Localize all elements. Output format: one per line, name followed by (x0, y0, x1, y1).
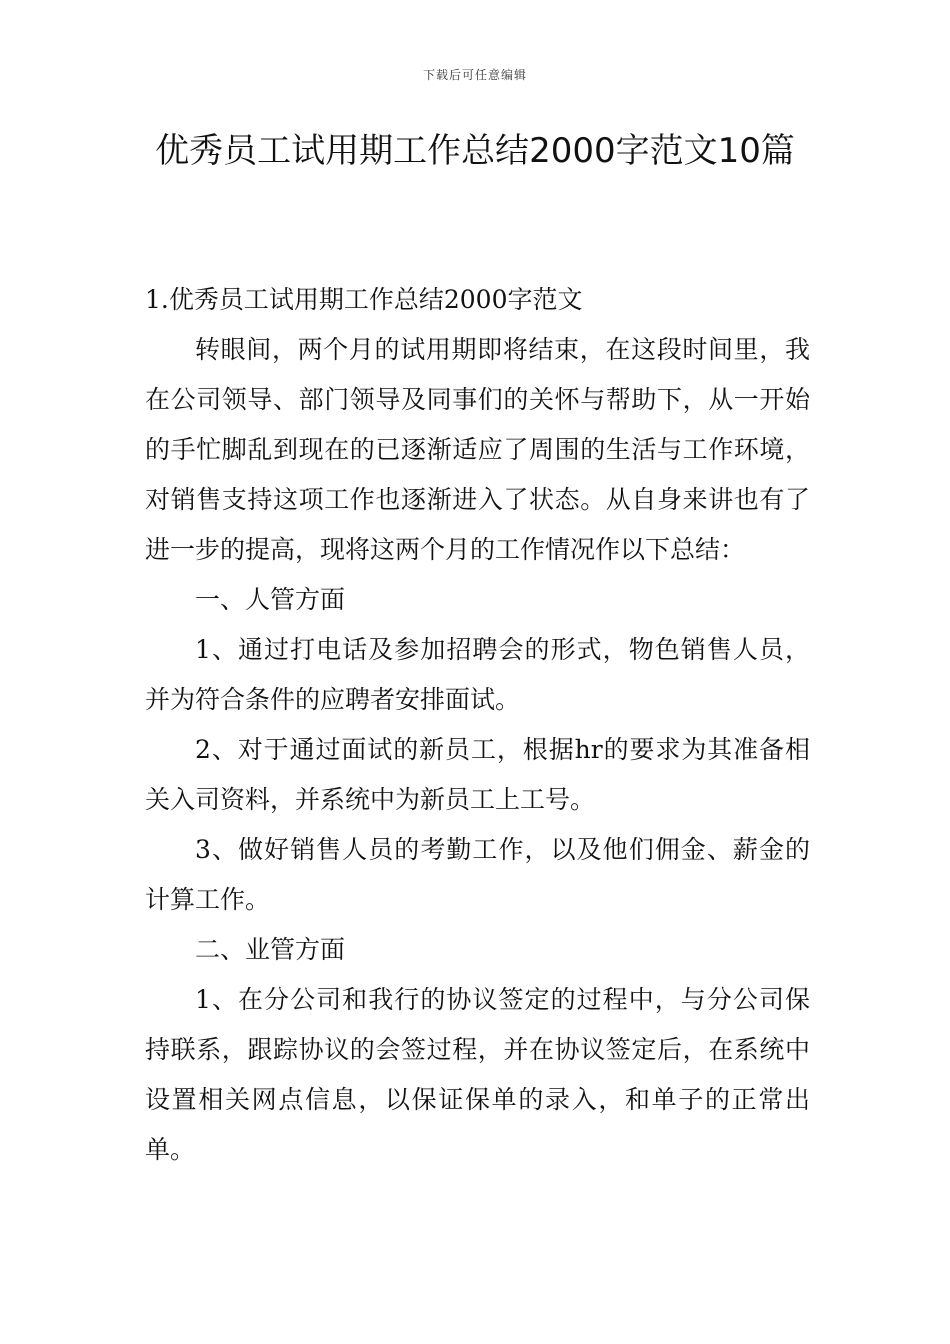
subheading-business: 二、业管方面 (195, 935, 346, 964)
header-note: 下载后可任意编辑 (422, 68, 527, 82)
document-title: 优秀员工试用期工作总结2000字范文10篇 (155, 131, 795, 171)
paragraph-item: 1、在分公司和我行的协议签定的过程中，与分公司保持联系，跟踪协议的会签过程，并在协议签定后，在系统中设置相关网点信息，以保证保单的录入，和单子的正常出单。 (145, 985, 810, 1164)
paragraph-intro: 转眼间，两个月的试用期即将结束，在这段时间里，我在公司领导、部门领导及同事们的关怀与帮助下，从一开始的手忙脚乱到现在的已逐渐适应了周围的生活与工作环境，对销售支持这项工作也逐渐进入了状态。从自身来讲也有了进一步的提高，现将这两个月的工作情况作以下总结： (145, 335, 810, 564)
subheading-personnel: 一、人管方面 (195, 585, 346, 614)
section-heading: 1.优秀员工试用期工作总结2000字范文 (145, 285, 583, 314)
paragraph-item: 2、对于通过面试的新员工，根据hr的要求为其准备相关入司资料，并系统中为新员工上工号。 (145, 735, 810, 814)
paragraph-item: 3、做好销售人员的考勤工作，以及他们佣金、薪金的计算工作。 (145, 835, 810, 914)
paragraph-item: 1、通过打电话及参加招聘会的形式，物色销售人员，并为符合条件的应聘者安排面试。 (145, 635, 810, 714)
document-body (145, 275, 810, 1175)
